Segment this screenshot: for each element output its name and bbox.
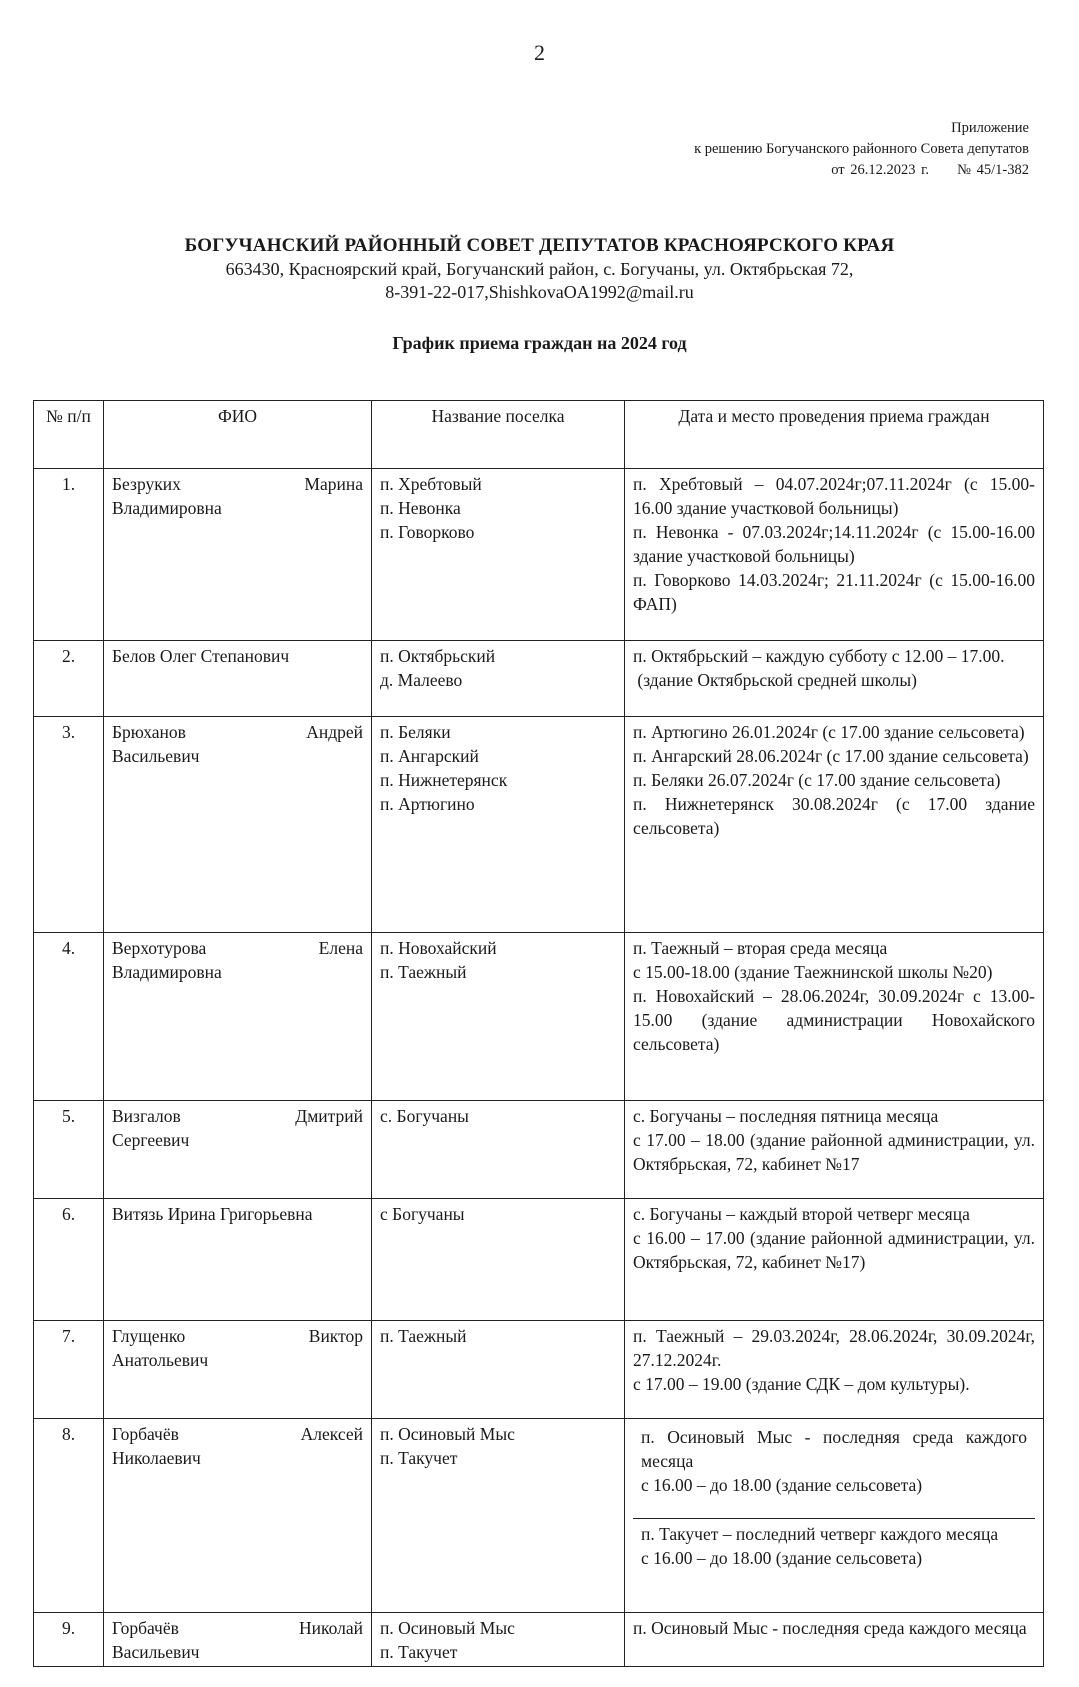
fio-patronymic: Сергеевич <box>112 1130 190 1150</box>
row-places <box>372 1199 625 1321</box>
fio-surname: Визгалов <box>112 1106 181 1126</box>
row-places <box>372 1321 625 1419</box>
table-row <box>34 717 1044 933</box>
place-item: п. Осиновый Мыс <box>380 1618 515 1638</box>
date-entry: с 16.00 – 17.00 (здание районной администрации, ул. Октябрьская, 72, кабинет №17) <box>633 1228 1035 1272</box>
row-num: 9. <box>34 1613 104 1667</box>
fio-patronymic: Владимировна <box>112 962 222 982</box>
row-places <box>372 641 625 717</box>
row-dates <box>625 717 1044 933</box>
date-entry: п. Нижнетерянск 30.08.2024г (с 17.00 здание сельсовета) <box>633 794 1035 838</box>
row-places <box>372 1101 625 1199</box>
place-item: п. Артюгино <box>380 794 475 814</box>
fio-patronymic: Анатольевич <box>112 1350 209 1370</box>
appendix-block <box>694 118 1029 181</box>
row-places <box>372 1613 625 1667</box>
row-dates <box>625 1419 1044 1613</box>
row-num: 6. <box>34 1199 104 1321</box>
place-item: п. Такучет <box>380 1642 458 1662</box>
date-entry: п. Осиновый Мыс - последняя среда каждого месяца <box>633 1618 1027 1638</box>
row-fio <box>104 1613 372 1667</box>
row-fio <box>104 1321 372 1419</box>
place-item: п. Беляки <box>380 722 451 742</box>
date-entry: с 17.00 – 18.00 (здание районной администрации, ул. Октябрьская, 72, кабинет №17 <box>633 1130 1035 1174</box>
row-dates <box>625 469 1044 641</box>
fio-surname: Горбачёв <box>112 1618 179 1638</box>
place-item: п. Нижнетерянск <box>380 770 508 790</box>
date-subcell <box>633 1422 1035 1518</box>
row-fio: Белов Олег Степанович <box>104 641 372 717</box>
org-header <box>0 235 1079 303</box>
date-entry: п. Осиновый Мыс - последняя среда каждого месяца <box>641 1427 1027 1471</box>
fio-patronymic: Николаевич <box>112 1448 201 1468</box>
appendix-line2: к решению Богучанского районного Совета депутатов <box>694 141 1029 157</box>
org-title: БОГУЧАНСКИЙ РАЙОННЫЙ СОВЕТ ДЕПУТАТОВ КРАСНОЯРСКОГО КРАЯ <box>184 235 895 256</box>
date-entry: п. Таежный – вторая среда месяца <box>633 938 888 958</box>
place-item: с. Богучаны <box>380 1106 469 1126</box>
fio-name: Николай <box>298 1618 363 1638</box>
fio-patronymic: Владимировна <box>112 498 222 518</box>
date-entry: п. Новохайский – 28.06.2024г, 30.09.2024г с 13.00-15.00 (здание администрации Новохайского сельсовета) <box>633 986 1035 1054</box>
date-entry: с 17.00 – 19.00 (здание СДК – дом культуры). <box>633 1374 970 1394</box>
row-num: 3. <box>34 717 104 933</box>
date-entry: п. Говорково 14.03.2024г; 21.11.2024г (с 15.00-16.00 ФАП) <box>633 570 1035 614</box>
place-item: п. Такучет <box>380 1448 458 1468</box>
date-entry: с. Богучаны – последняя пятница месяца <box>633 1106 939 1126</box>
fio-name: Дмитрий <box>295 1106 363 1126</box>
place-item: п. Невонка <box>380 498 461 518</box>
row-fio <box>104 717 372 933</box>
place-item: с Богучаны <box>380 1204 465 1224</box>
row-dates <box>625 1199 1044 1321</box>
header-date: Дата и место проведения приема граждан <box>625 401 1044 469</box>
place-item: п. Осиновый Мыс <box>380 1424 515 1444</box>
table-row <box>34 933 1044 1101</box>
table-row <box>34 1321 1044 1419</box>
table-row <box>34 1613 1044 1667</box>
date-entry: п. Беляки 26.07.2024г (с 17.00 здание сельсовета) <box>633 770 1001 790</box>
table-row <box>34 1419 1044 1613</box>
row-num: 5. <box>34 1101 104 1199</box>
row-places <box>372 933 625 1101</box>
row-fio: Витязь Ирина Григорьевна <box>104 1199 372 1321</box>
date-entry: п. Артюгино 26.01.2024г (с 17.00 здание сельсовета) <box>633 722 1025 742</box>
row-places <box>372 717 625 933</box>
row-dates <box>625 1321 1044 1419</box>
fio-name: Андрей <box>306 722 363 742</box>
date-entry: с. Богучаны – каждый второй четверг месяца <box>633 1204 970 1224</box>
fio-surname: Глущенко <box>112 1326 186 1346</box>
fio-surname: Верхотурова <box>112 938 207 958</box>
date-entry: с 16.00 – до 18.00 (здание сельсовета) <box>641 1475 923 1495</box>
fio-name: Виктор <box>308 1326 363 1346</box>
table-row <box>34 1101 1044 1199</box>
row-fio <box>104 469 372 641</box>
header-place: Название поселка <box>372 401 625 469</box>
place-item: п. Октябрьский <box>380 646 496 666</box>
fio-name: Алексей <box>300 1424 363 1444</box>
org-address: 663430, Красноярский край, Богучанский район, с. Богучаны, ул. Октябрьская 72, <box>225 259 854 279</box>
row-fio <box>104 1419 372 1613</box>
place-item: п. Таежный <box>380 1326 467 1346</box>
row-dates <box>625 1101 1044 1199</box>
date-entry: п. Ангарский 28.06.2024г (с 17.00 здание сельсовета) <box>633 746 1029 766</box>
fio-surname: Горбачёв <box>112 1424 179 1444</box>
appendix-line1: Приложение <box>951 120 1029 136</box>
table-row <box>34 1199 1044 1321</box>
header-num: № п/п <box>34 401 104 469</box>
row-places <box>372 469 625 641</box>
row-fio <box>104 1101 372 1199</box>
schedule-title: График приема граждан на 2024 год <box>392 333 687 353</box>
row-dates <box>625 933 1044 1101</box>
row-dates <box>625 641 1044 717</box>
appendix-line3: от 26.12.2023 г. № 45/1-382 <box>831 162 1029 178</box>
place-item: п. Говорково <box>380 522 475 542</box>
fio-surname: Брюханов <box>112 722 186 742</box>
row-places <box>372 1419 625 1613</box>
date-entry: п. Хребтовый – 04.07.2024г;07.11.2024г (с 15.00-16.00 здание участковой больницы) <box>633 474 1035 518</box>
fio-name: Елена <box>318 938 363 958</box>
row-num: 1. <box>34 469 104 641</box>
date-entry: п. Невонка - 07.03.2024г;14.11.2024г (с 15.00-16.00 здание участковой больницы) <box>633 522 1035 566</box>
fio-patronymic: Васильевич <box>112 1642 200 1662</box>
date-subcell <box>633 1518 1035 1572</box>
row-fio <box>104 933 372 1101</box>
table-row <box>34 641 1044 717</box>
row-num: 4. <box>34 933 104 1101</box>
fio-patronymic: Васильевич <box>112 746 200 766</box>
table-header-row <box>34 401 1044 469</box>
place-item: п. Хребтовый <box>380 474 482 494</box>
table-row <box>34 469 1044 641</box>
row-num: 7. <box>34 1321 104 1419</box>
reception-schedule-table <box>33 400 1044 1667</box>
place-item: п. Таежный <box>380 962 467 982</box>
date-entry: п. Такучет – последний четверг каждого месяца <box>641 1524 999 1544</box>
row-num: 2. <box>34 641 104 717</box>
org-contact: 8-391-22-017,ShishkovaOA1992@mail.ru <box>385 282 694 302</box>
date-entry: п. Таежный – 29.03.2024г, 28.06.2024г, 30.09.2024г, 27.12.2024г. <box>633 1326 1035 1370</box>
fio-name: Марина <box>304 474 363 494</box>
place-item: д. Малеево <box>380 670 463 690</box>
place-item: п. Новохайский <box>380 938 497 958</box>
page-number: 2 <box>534 40 545 65</box>
date-entry: с 16.00 – до 18.00 (здание сельсовета) <box>641 1548 923 1568</box>
date-entry: (здание Октябрьской средней школы) <box>633 670 917 690</box>
fio-surname: Безруких <box>112 474 181 494</box>
place-item: п. Ангарский <box>380 746 479 766</box>
row-num: 8. <box>34 1419 104 1613</box>
date-entry: п. Октябрьский – каждую субботу с 12.00 – 17.00. <box>633 646 1005 666</box>
row-dates <box>625 1613 1044 1667</box>
header-fio: ФИО <box>104 401 372 469</box>
date-entry: с 15.00-18.00 (здание Таежнинской школы №20) <box>633 962 993 982</box>
